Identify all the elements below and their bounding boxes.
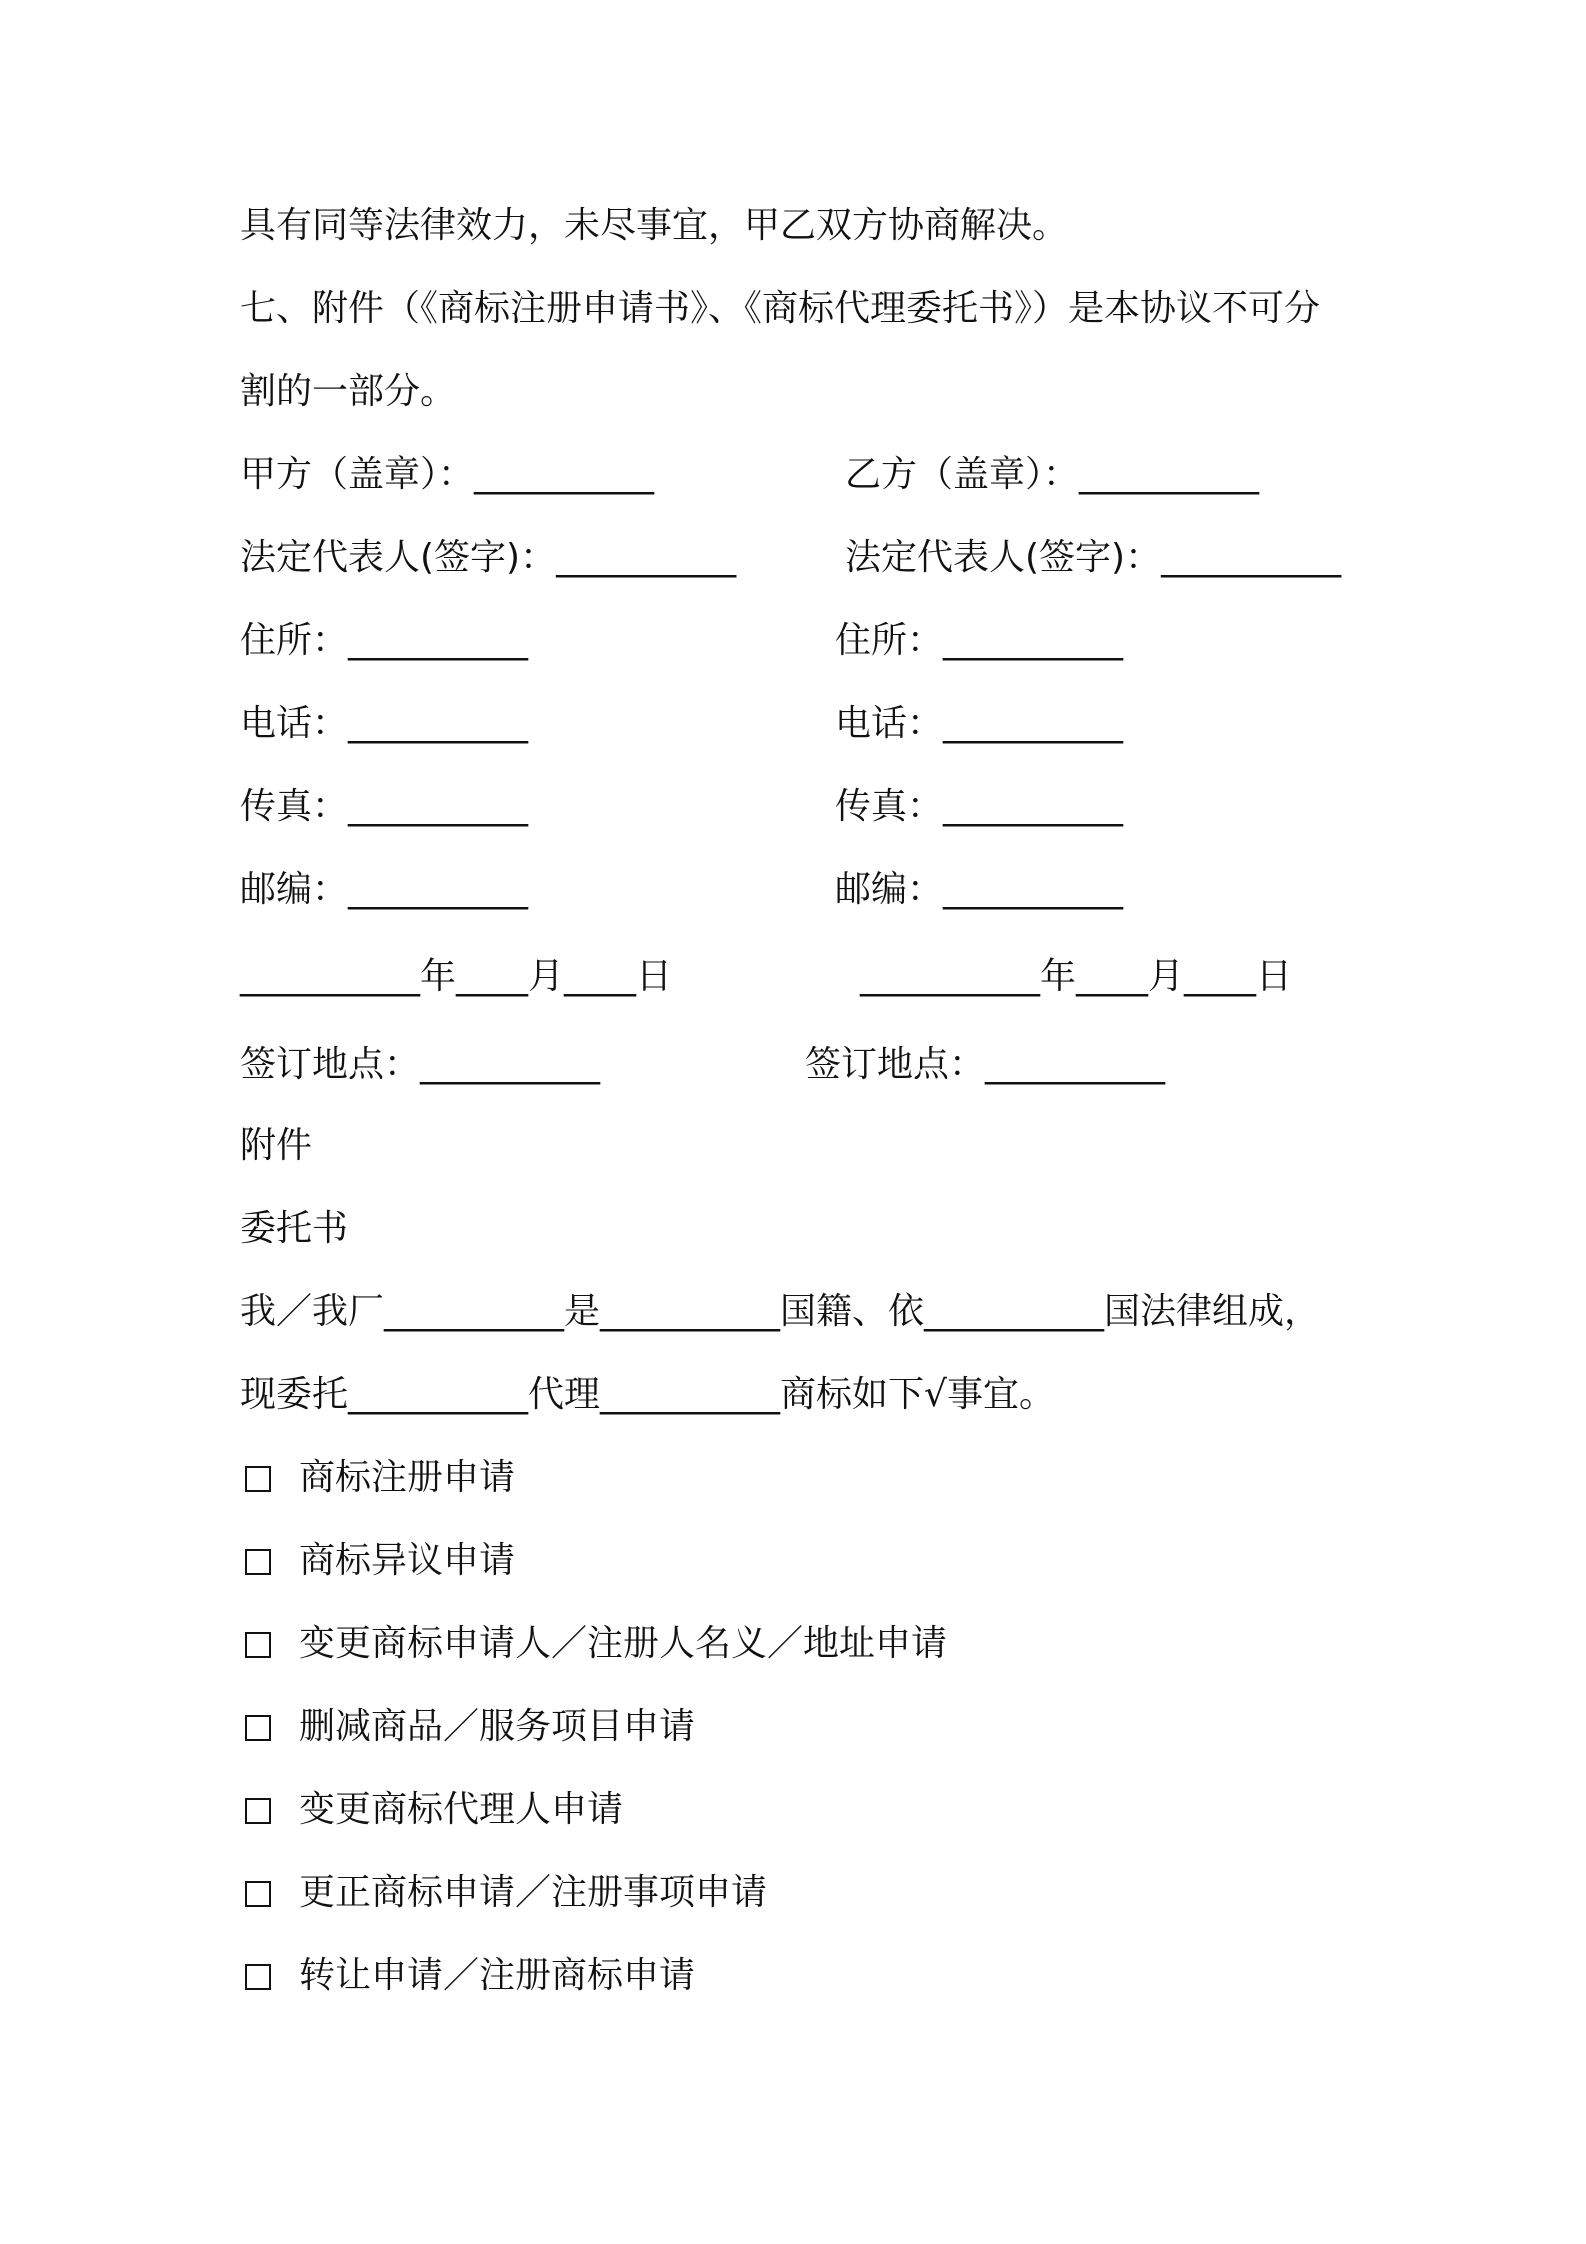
party-a-signing-place-field: 签订地点：__________	[240, 1044, 601, 1085]
checkbox-icon[interactable]	[245, 1466, 271, 1492]
party-a-phone-field: 电话：__________	[240, 703, 529, 744]
power-of-attorney-title: 委托书	[240, 1208, 349, 1249]
checkbox-icon[interactable]	[245, 1881, 271, 1907]
checkbox-icon[interactable]	[245, 1715, 271, 1741]
party-a-fax-field: 传真：__________	[240, 786, 529, 827]
party-a-address-field: 住所：__________	[240, 620, 529, 661]
option-trademark-opposition	[245, 1537, 515, 1585]
attorney-statement-line-1: 我／我厂__________是__________国籍、依__________国法律组成，	[240, 1291, 1321, 1332]
party-a-postcode-field: 邮编：__________	[240, 869, 529, 910]
attorney-statement-line-2: 现委托__________代理__________商标如下√事宜。	[240, 1374, 1055, 1415]
clause-seven-line-2: 割的一部分。	[240, 371, 457, 412]
clause-six-end: 具有同等法律效力，未尽事宜，甲乙双方协商解决。	[240, 205, 1069, 246]
party-a-date-field: __________年____月____日	[240, 956, 672, 997]
attachment-heading: 附件	[240, 1125, 313, 1166]
option-trademark-registration	[245, 1454, 515, 1502]
party-b-address-field: 住所：__________	[835, 620, 1124, 661]
option-label: 商标注册申请	[299, 1457, 516, 1498]
party-b-seal-field: 乙方（盖章）：__________	[845, 454, 1260, 495]
option-change-applicant-name-address	[245, 1620, 947, 1668]
option-label: 转让申请／注册商标申请	[299, 1955, 696, 1996]
party-b-phone-field: 电话：__________	[835, 703, 1124, 744]
checkbox-icon[interactable]	[245, 1964, 271, 1990]
checkbox-icon[interactable]	[245, 1798, 271, 1824]
option-label: 更正商标申请／注册事项申请	[299, 1872, 768, 1913]
option-label: 删减商品／服务项目申请	[299, 1706, 696, 1747]
checkbox-icon[interactable]	[245, 1632, 271, 1658]
option-correct-registration-matters	[245, 1869, 767, 1917]
party-a-legal-rep-field: 法定代表人(签字)：__________	[240, 537, 737, 578]
checkbox-icon[interactable]	[245, 1549, 271, 1575]
party-a-seal-field: 甲方（盖章）：__________	[240, 454, 655, 495]
party-b-signing-place-field: 签订地点：__________	[805, 1044, 1166, 1085]
option-reduce-goods-services	[245, 1703, 695, 1751]
option-label: 变更商标代理人申请	[299, 1789, 624, 1830]
party-b-postcode-field: 邮编：__________	[835, 869, 1124, 910]
party-b-legal-rep-field: 法定代表人(签字)：__________	[845, 537, 1342, 578]
party-b-fax-field: 传真：__________	[835, 786, 1124, 827]
party-b-date-field: __________年____月____日	[860, 956, 1292, 997]
option-change-agent	[245, 1786, 623, 1834]
clause-seven-line-1: 七、附件（《商标注册申请书》、《商标代理委托书》）是本协议不可分	[240, 288, 1321, 329]
option-transfer-registered-trademark	[245, 1952, 695, 2000]
option-label: 变更商标申请人／注册人名义／地址申请	[299, 1623, 948, 1664]
option-label: 商标异议申请	[299, 1540, 516, 1581]
